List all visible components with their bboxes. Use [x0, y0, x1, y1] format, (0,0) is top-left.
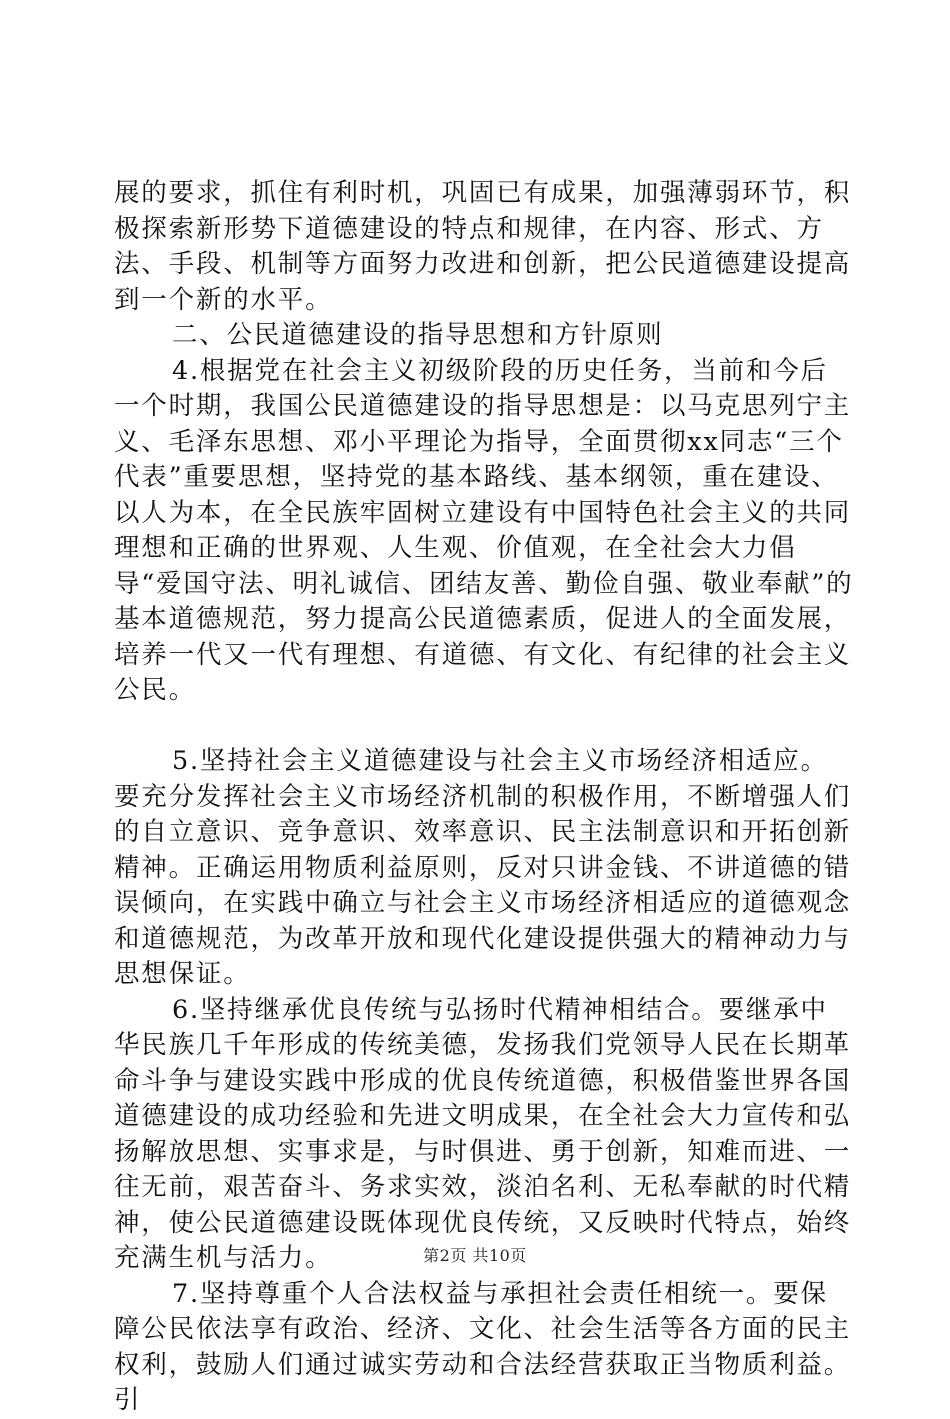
paragraph-7: 7.坚持尊重个人合法权益与承担社会责任相统一。要保障公民依法享有政治、经济、文化、社会生活等各方面的民主权利，鼓励人们通过诚实劳动和合法经营获取正当物质利益。引 [114, 1278, 852, 1415]
page-number-footer: 第2页 共10页 [423, 1246, 527, 1265]
paragraph-continuation: 展的要求，抓住有利时机，巩固已有成果，加强薄弱环节，积极探索新形势下道德建设的特点和规律，在内容、形式、方法、手段、机制等方面努力改进和创新，把公民道德建设提高到一个新的水平。 [114, 178, 852, 315]
document-body [114, 176, 854, 1419]
paragraph-4: 4.根据党在社会主义初级阶段的历史任务，当前和今后一个时期，我国公民道德建设的指导思想是：以马克思列宁主义、毛泽东思想、邓小平理论为指导，全面贯彻xx同志“三个代表”重要思想，坚持党的基本路线、基本纲领，重在建设、以人为本，在全民族牢固树立建设有中国特色社会主义的共同理想和正确的世界观、人生观、价值观，在全社会大力倡导“爱国守法、明礼诚信、团结友善、勤俭自强、敬业奉献”的基本道德规范，努力提高公民道德素质，促进人的全面发展，培养一代又一代有理想、有道德、有文化、有纪律的社会主义公民。 [114, 355, 854, 705]
paragraph-5: 5.坚持社会主义道德建设与社会主义市场经济相适应。要充分发挥社会主义市场经济机制的积极作用，不断增强人们的自立意识、竞争意识、效率意识、民主法制意识和开拓创新精神。正确运用物质利益原则，反对只讲金钱、不讲道德的错误倾向，在实践中确立与社会主义市场经济相适应的道德观念和道德规范，为改革开放和现代化建设提供强大的精神动力与思想保证。 [114, 746, 852, 989]
paragraph-6: 6.坚持继承优良传统与弘扬时代精神相结合。要继承中华民族几千年形成的传统美德，发扬我们党领导人民在长期革命斗争与建设实践中形成的优良传统道德，积极借鉴世界各国道德建设的成功经验和先进文明成果，在全社会大力宣传和弘扬解放思想、实事求是，与时俱进、勇于创新，知难而进、一往无前，艰苦奋斗、务求实效，淡泊名利、无私奉献的时代精神，使公民道德建设既体现优良传统，又反映时代特点，始终充满生机与活力。 [114, 994, 852, 1273]
section-heading: 二、公民道德建设的指导思想和方针原则 [172, 320, 664, 350]
